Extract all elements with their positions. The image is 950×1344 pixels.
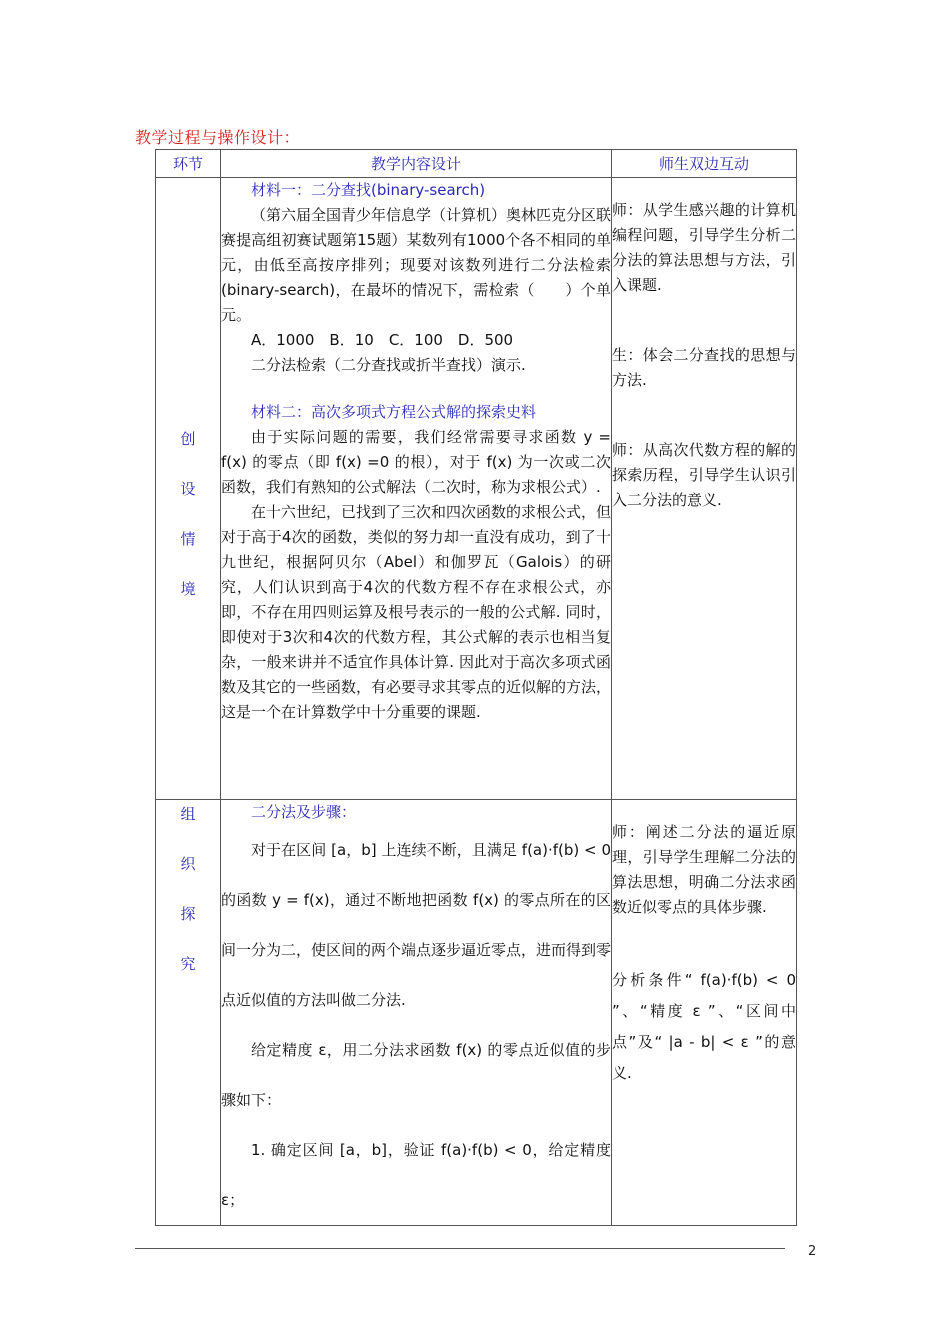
stage-char: 创: [180, 430, 196, 448]
interaction-note: 师：从学生感兴趣的计算机编程问题，引导学生分析二分法的算法思想与方法，引入课题.: [612, 201, 796, 294]
stage-char: 究: [180, 955, 196, 973]
stage-char: 境: [180, 580, 196, 598]
stage-char: 探: [180, 905, 196, 923]
content-cell: [221, 178, 612, 800]
stage-char: 情: [180, 530, 196, 548]
interaction-note: 师：阐述二分法的逼近原理，引导学生理解二分法的算法思想，明确二分法求函数近似零点的具体步骤.: [612, 823, 796, 916]
stage-cell: [156, 800, 221, 1226]
stage-cell: [156, 178, 221, 800]
header-content: 教学内容设计: [221, 150, 612, 178]
method-definition: 对于在区间 [a，b] 上连续不断，且满足 f(a)·f(b) < 0 的函数 y = f(x)，通过不断地把函数 f(x) 的零点所在的区间一分为二，使区间的两个端点逐步逼近零点，进而得到零点近似值的方法叫做二分法.: [221, 841, 612, 1009]
section-heading: 教学过程与操作设计：: [135, 128, 301, 147]
stage-char: 设: [180, 480, 196, 498]
answer-options: A．1000 B．10 C．100 D．500: [251, 331, 514, 349]
material-two-para-1: 由于实际问题的需要，我们经常需要寻求函数 y = f(x) 的零点（即 f(x) =0 的根），对于 f(x) 为一次或二次函数，我们有熟知的公式解法（二次时，称为求根公式）.: [221, 428, 611, 496]
footer-rule: [135, 1248, 785, 1249]
header-stage: 环节: [156, 150, 221, 178]
interaction-cell: [612, 178, 797, 800]
method-step-1: 1. 确定区间 [a，b]，验证 f(a)·f(b) < 0，给定精度 ε；: [221, 1141, 611, 1209]
interaction-note: 师：从高次代数方程的解的探索历程，引导学生认识引入二分法的意义.: [612, 441, 796, 509]
material-two-para-2: 在十六世纪，已找到了三次和四次函数的求根公式，但对于高于4次的函数，类似的努力却一直没有成功，到了十九世纪，根据阿贝尔（Abel）和伽罗瓦（Galois）的研究，人们认识到高于4次的代数方程不存在求根公式，亦即，不存在用四则运算及根号表示的一般的公式解. 同时，即使对于3次和4次的代数方程，其公式解的表示也相当复杂，一般来讲并不适宜作具体计算. 因此对于高次多项式函数及其它的一些函数，有必要寻求其零点的近似解的方法，这是一个在计算数学中十分重要的课题.: [221, 503, 612, 721]
demo-note: 二分法检索（二分查找或折半查找）演示.: [251, 356, 526, 374]
method-steps-intro: 给定精度 ε，用二分法求函数 f(x) 的零点近似值的步骤如下：: [221, 1041, 611, 1109]
material-one-text: （第六届全国青少年信息学（计算机）奥林匹克分区联赛提高组初赛试题第15题）某数列有1000个各不相同的单元，由低至高按序排列；现要对该数列进行二分法检索(binary-search)，在最坏的情况下，需检索（ ）个单元。: [221, 206, 612, 324]
material-two-title: 材料二：高次多项式方程公式解的探索史料: [251, 403, 537, 421]
table-row: [156, 800, 797, 1226]
page-number: 2: [808, 1244, 817, 1259]
interaction-note: 生：体会二分查找的思想与方法.: [612, 346, 796, 389]
lesson-plan-table: [155, 149, 797, 1226]
stage-char: 组: [180, 805, 196, 823]
content-cell: [221, 800, 612, 1226]
table-header-row: [156, 150, 797, 178]
table-row: [156, 178, 797, 800]
interaction-note: 分析条件“ f(a)·f(b) < 0 ”、“精度 ε ”、“区间中点”及“ |a - b| < ε ”的意义.: [612, 971, 796, 1082]
spacer: [221, 378, 611, 400]
stage-char: 织: [180, 855, 196, 873]
header-interaction: 师生双边互动: [612, 150, 797, 178]
method-title: 二分法及步骤：: [251, 803, 357, 821]
interaction-cell: [612, 800, 797, 1226]
material-one-title: 材料一：二分查找(binary-search): [251, 181, 486, 199]
